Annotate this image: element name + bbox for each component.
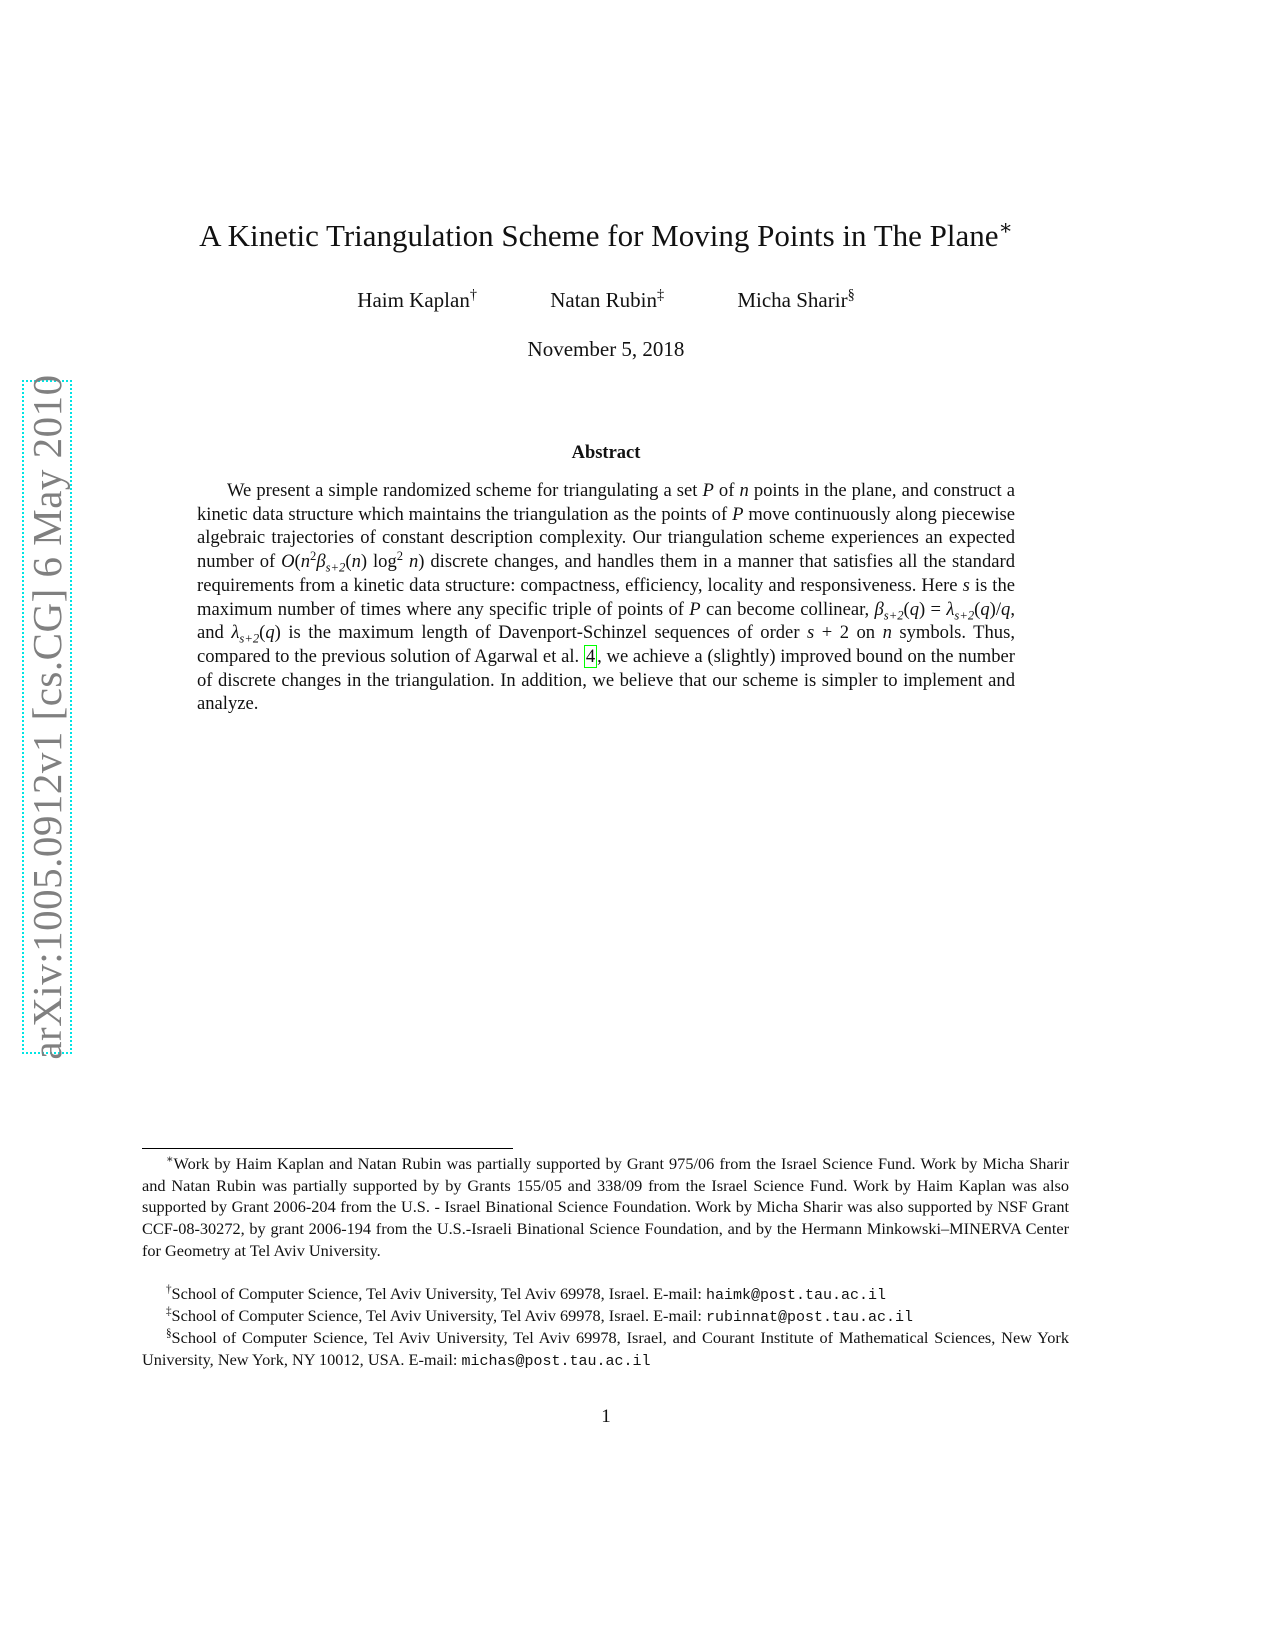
- math-symbol: P: [702, 480, 714, 501]
- footnote-mark: §: [166, 1327, 172, 1340]
- math-symbol: O: [281, 551, 295, 573]
- abstract-text: symbols. Thus, compared to the previous solution of Agarwal et al.: [197, 622, 1015, 667]
- abstract-text: , and: [197, 598, 1015, 644]
- author-name: Micha Sharir: [737, 288, 848, 312]
- citation-link[interactable]: 4: [585, 645, 596, 667]
- abstract-text: + 2 on: [814, 622, 883, 644]
- math-symbol: s+2: [325, 560, 346, 575]
- abstract-body: [197, 479, 1015, 716]
- math-symbol: 2: [396, 548, 404, 563]
- abstract-text: We present a simple randomized scheme for triangulating a set: [227, 480, 703, 501]
- math-symbol: n: [300, 551, 311, 573]
- abstract-text: ) log: [360, 551, 397, 573]
- math-symbol: λ: [231, 622, 240, 644]
- paper-title: [0, 215, 1212, 254]
- math-symbol: s: [962, 574, 970, 596]
- abstract-text: points in the plane, and construct a kinetic data structure which maintains the triangulation as the points of: [197, 480, 1015, 525]
- abstract-heading: Abstract: [571, 443, 641, 463]
- footnote-text: School of Computer Science, Tel Aviv University, Tel Aviv 69978, Israel. E-mail:: [171, 1306, 707, 1325]
- footnote-mark: †: [166, 1283, 172, 1296]
- abstract-text: (: [903, 598, 910, 620]
- abstract-text: move continuously along piecewise algebraic trajectories of constant description complexity. Our triangulation scheme experiences an expected number of: [197, 503, 1015, 573]
- abstract-text: (: [974, 598, 981, 620]
- abstract-text: )/: [989, 598, 1002, 620]
- footnote-rule: [142, 1148, 513, 1149]
- email-link[interactable]: haimk@post.tau.ac.il: [706, 1287, 887, 1304]
- math-symbol: n: [739, 480, 749, 501]
- math-symbol: s+2: [239, 631, 260, 646]
- abstract-text: of: [713, 480, 740, 501]
- author-footnote-mark: ‡: [656, 287, 665, 303]
- math-symbol: q: [265, 622, 275, 644]
- arxiv-stamp-text: arXiv:1005.0912v1 [cs.CG] 6 May 2010: [24, 374, 70, 1060]
- math-symbol: q: [1001, 598, 1011, 620]
- math-symbol: q: [909, 598, 920, 620]
- math-symbol: β: [874, 598, 884, 620]
- math-symbol: P: [732, 503, 744, 525]
- footnote-mark: ∗: [166, 1153, 174, 1166]
- footnote-text: Work by Haim Kaplan and Natan Rubin was partially supported by Grant 975/06 from the Israel Science Fund. Work by Micha Sharir and Natan Rubin was partially supported by by Grants 155/05 and 338/09 from the Israel Science Fund. Work by Haim Kaplan was also supported by Grant 2006-204 from the U.S. - Israel Binational Science Foundation. Work by Micha Sharir was also supported by NSF Grant CCF-08-30272, by grant 2006-194 from the U.S.-Israeli Binational Science Foundation, and by the Hermann Minkowski–MINERVA Center for Geometry at Tel Aviv University.: [142, 1154, 1069, 1260]
- author: [550, 288, 664, 312]
- email-link[interactable]: rubinnat@post.tau.ac.il: [706, 1309, 914, 1326]
- footnote-text: School of Computer Science, Tel Aviv University, Tel Aviv 69978, Israel, and Courant Institute of Mathematical Sciences, New York University, New York, NY 10012, USA. E-mail:: [142, 1328, 1069, 1369]
- footnote-affiliation-rubin: [142, 1305, 1069, 1329]
- abstract-text: , we achieve a (slightly) improved bound on the number of discrete changes in the triangulation. In addition, we believe that our scheme is simpler to implement and analyze.: [197, 645, 1015, 715]
- abstract-text: ) is the maximum length of Davenport-Schinzel sequences of order: [274, 622, 807, 644]
- title-text: A Kinetic Triangulation Scheme for Moving Points in The Plane: [199, 218, 999, 253]
- arxiv-stamp: [22, 374, 72, 1060]
- abstract-text: can become collinear,: [700, 598, 875, 620]
- author-footnote-mark: §: [847, 287, 855, 303]
- author-list: [0, 288, 1212, 313]
- author: [357, 288, 477, 312]
- abstract-text: (: [259, 622, 266, 644]
- abstract-text: (: [294, 551, 301, 573]
- math-symbol: λ: [946, 598, 955, 620]
- math-symbol: n: [408, 551, 419, 573]
- abstract-text: is the maximum number of times where any specific triple of points of: [197, 574, 1015, 620]
- footnote-affiliation-kaplan: [142, 1283, 1069, 1307]
- math-symbol: β: [316, 551, 326, 573]
- footnote-text: School of Computer Science, Tel Aviv University, Tel Aviv 69978, Israel. E-mail:: [171, 1284, 707, 1303]
- math-symbol: n: [351, 551, 361, 573]
- math-symbol: q: [980, 598, 990, 620]
- author-name: Natan Rubin: [550, 288, 657, 312]
- math-symbol: P: [689, 598, 701, 620]
- author: [737, 288, 854, 312]
- abstract-text: ) discrete changes, and handles them in a manner that satisfies all the standard requirements from a kinetic data structure: compactness, efficiency, locality and responsiveness. Here: [197, 551, 1016, 596]
- title-footnote-mark: ∗: [998, 215, 1013, 240]
- math-symbol: s: [807, 622, 815, 644]
- email-link[interactable]: michas@post.tau.ac.il: [461, 1352, 651, 1370]
- abstract-text: (: [345, 551, 352, 573]
- abstract-text: ) =: [919, 598, 947, 620]
- paper-date: November 5, 2018: [527, 337, 685, 361]
- math-symbol: 2: [310, 548, 317, 563]
- page-number: 1: [601, 1406, 611, 1427]
- math-symbol: n: [882, 622, 892, 644]
- math-symbol: s+2: [954, 608, 975, 623]
- footnote-affiliation-sharir: [142, 1327, 1069, 1372]
- footnote-mark: ‡: [166, 1305, 172, 1318]
- footnote-funding: [142, 1153, 1069, 1262]
- author-name: Haim Kaplan: [357, 288, 470, 312]
- math-symbol: s+2: [883, 608, 904, 623]
- author-footnote-mark: †: [469, 287, 477, 303]
